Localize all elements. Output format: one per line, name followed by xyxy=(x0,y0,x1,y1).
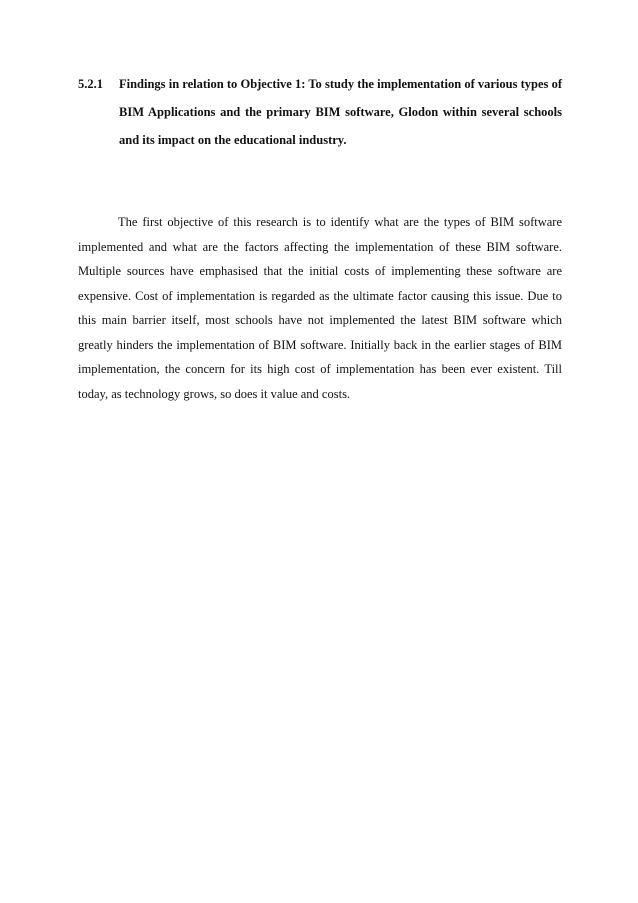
section-number: 5.2.1 xyxy=(78,77,103,91)
body-paragraph: The first objective of this research is to identify what are the types of BIM software implemented and what are the factors affecting the implementation of these BIM software. Multiple sources have emphasised that the initial costs of implementing these software are expensive. Cost of implementation is regarded as the ultimate factor causing this issue. Due to this main barrier itself, most schools have not implemented the latest BIM software which greatly hinders the implementation of BIM software. Initially back in the earlier stages of BIM implementation, the concern for its high cost of implementation has been ever existent. Till today, as technology grows, so does it value and costs. xyxy=(78,215,562,401)
section-heading xyxy=(78,70,562,154)
section-title: Findings in relation to Objective 1: To study the implementation of various types of BIM Applications and the primary BIM software, Glodon within several schools and its impact on the educational industry. xyxy=(119,77,562,147)
